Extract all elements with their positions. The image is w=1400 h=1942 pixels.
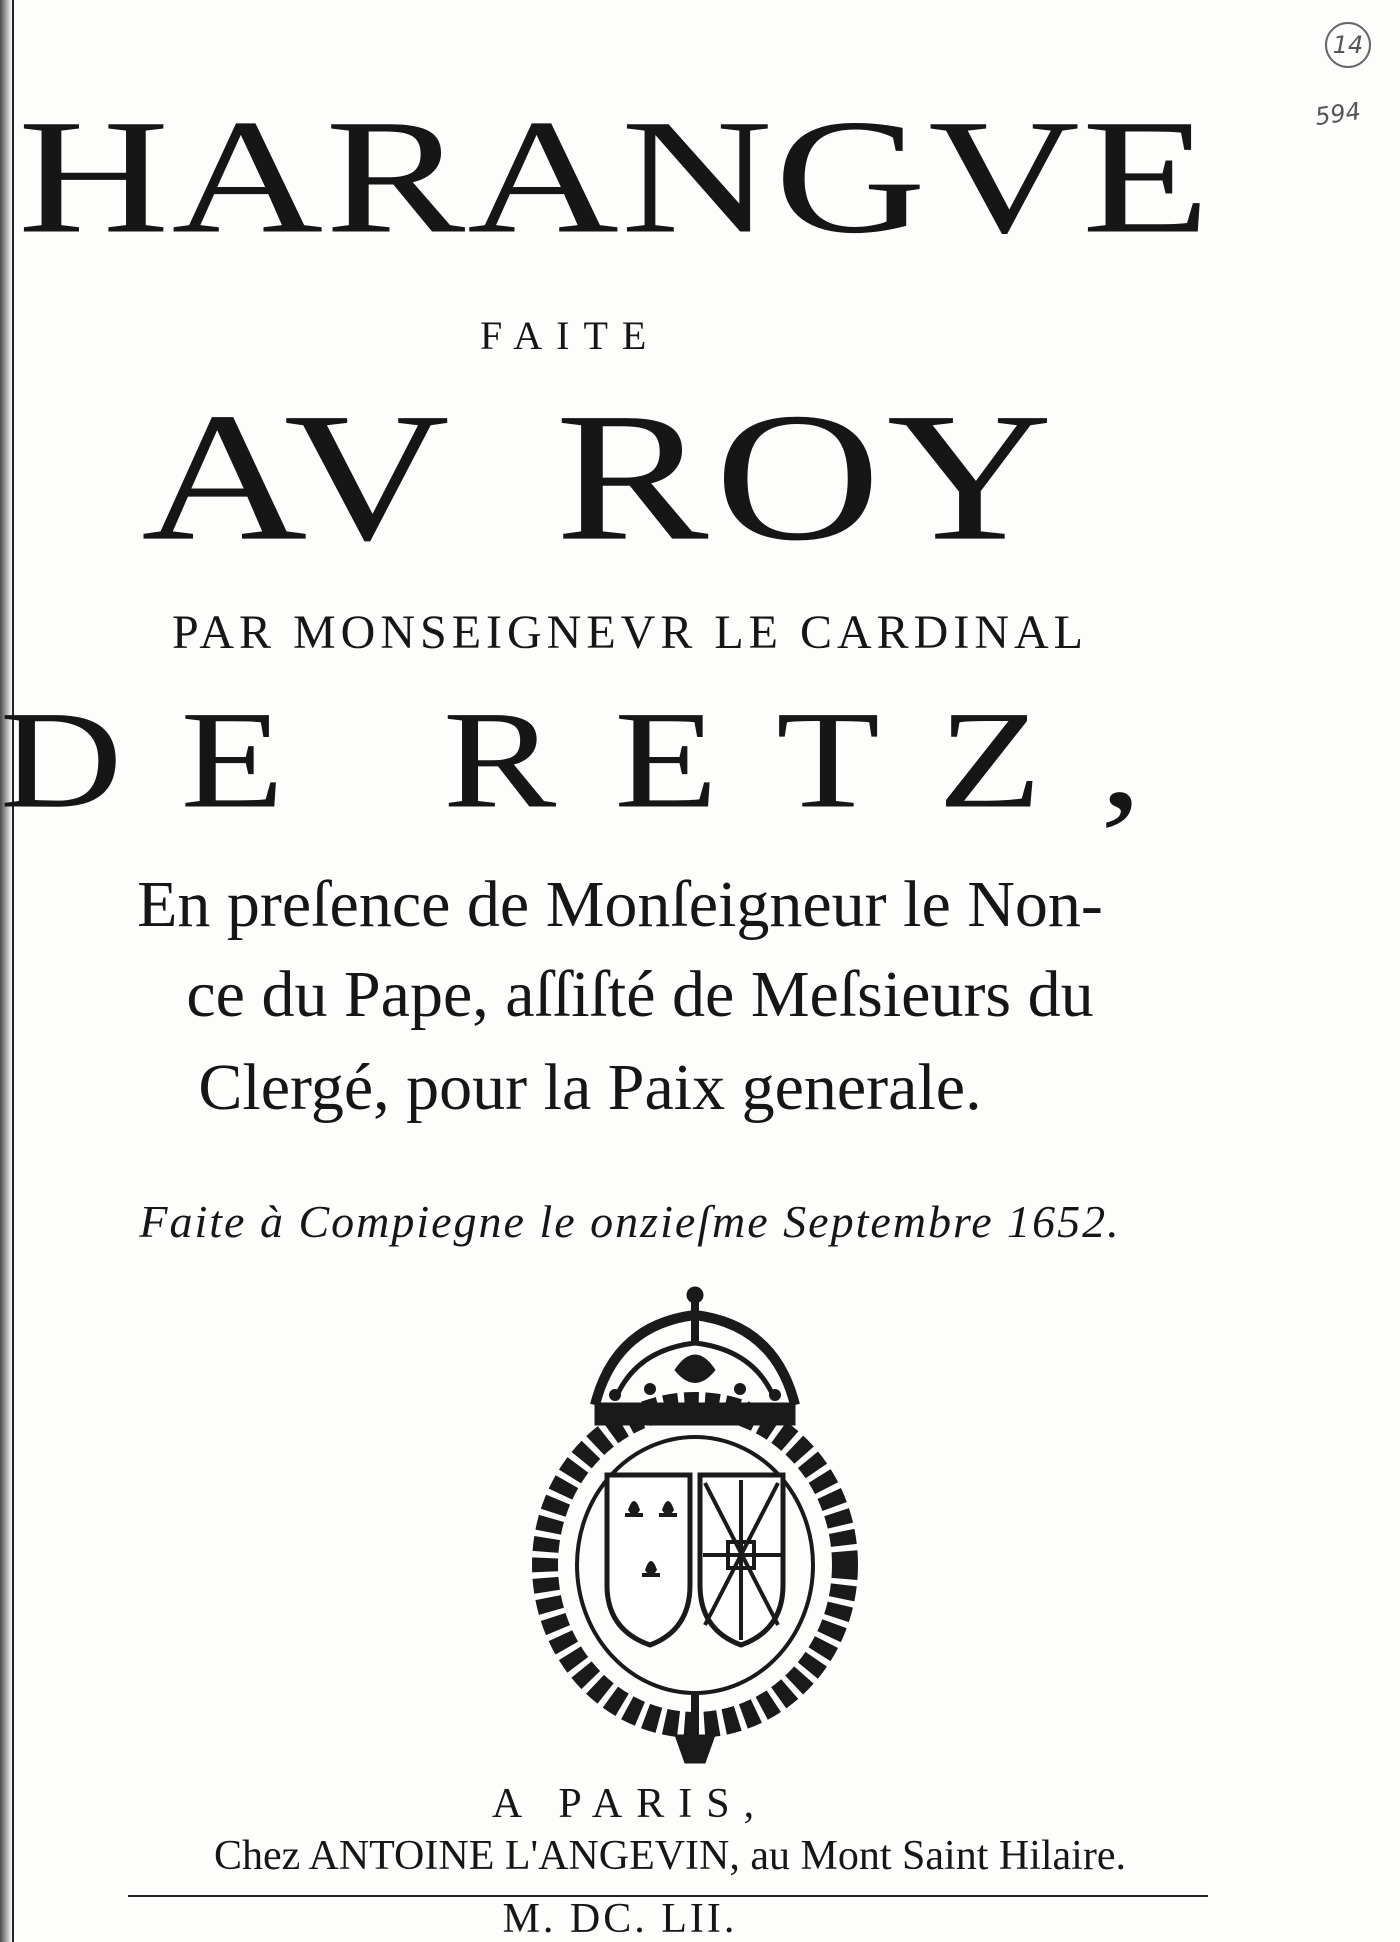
imprint-printer: Chez ANTOINE L'ANGEVIN, au Mont Saint Hilaire. [214, 1833, 1126, 1879]
body-line-2: ce du Pape, aſſiſté de Meſsieurs du [186, 958, 1094, 1031]
body-line-3: Clergé, pour la Paix generale. [198, 1051, 982, 1124]
margin-circled-number: 14 [1325, 22, 1371, 68]
imprint-city: A PARIS, [491, 1781, 769, 1827]
body-line-1: En preſence de Monſeigneur le Non- [137, 868, 1103, 941]
title-de-retz: DE RETZ, [0, 682, 1201, 837]
margin-handwritten-note: 594 [1313, 96, 1363, 132]
title-par-cardinal: PAR MONSEIGNEVR LE CARDINAL [172, 606, 1088, 659]
title-harangue: HARANGVE [17, 86, 1213, 268]
binding-line [12, 0, 14, 1942]
title-au-roy: AV ROY [141, 374, 1059, 579]
title-faite: FAITE [480, 313, 661, 358]
royal-arms-emblem [525, 1285, 865, 1765]
date-line: Faite à Compiegne le onzieſme Septembre 1652. [139, 1196, 1121, 1247]
binding-edge [0, 0, 12, 1942]
imprint-year: M. DC. LII. [502, 1896, 738, 1942]
